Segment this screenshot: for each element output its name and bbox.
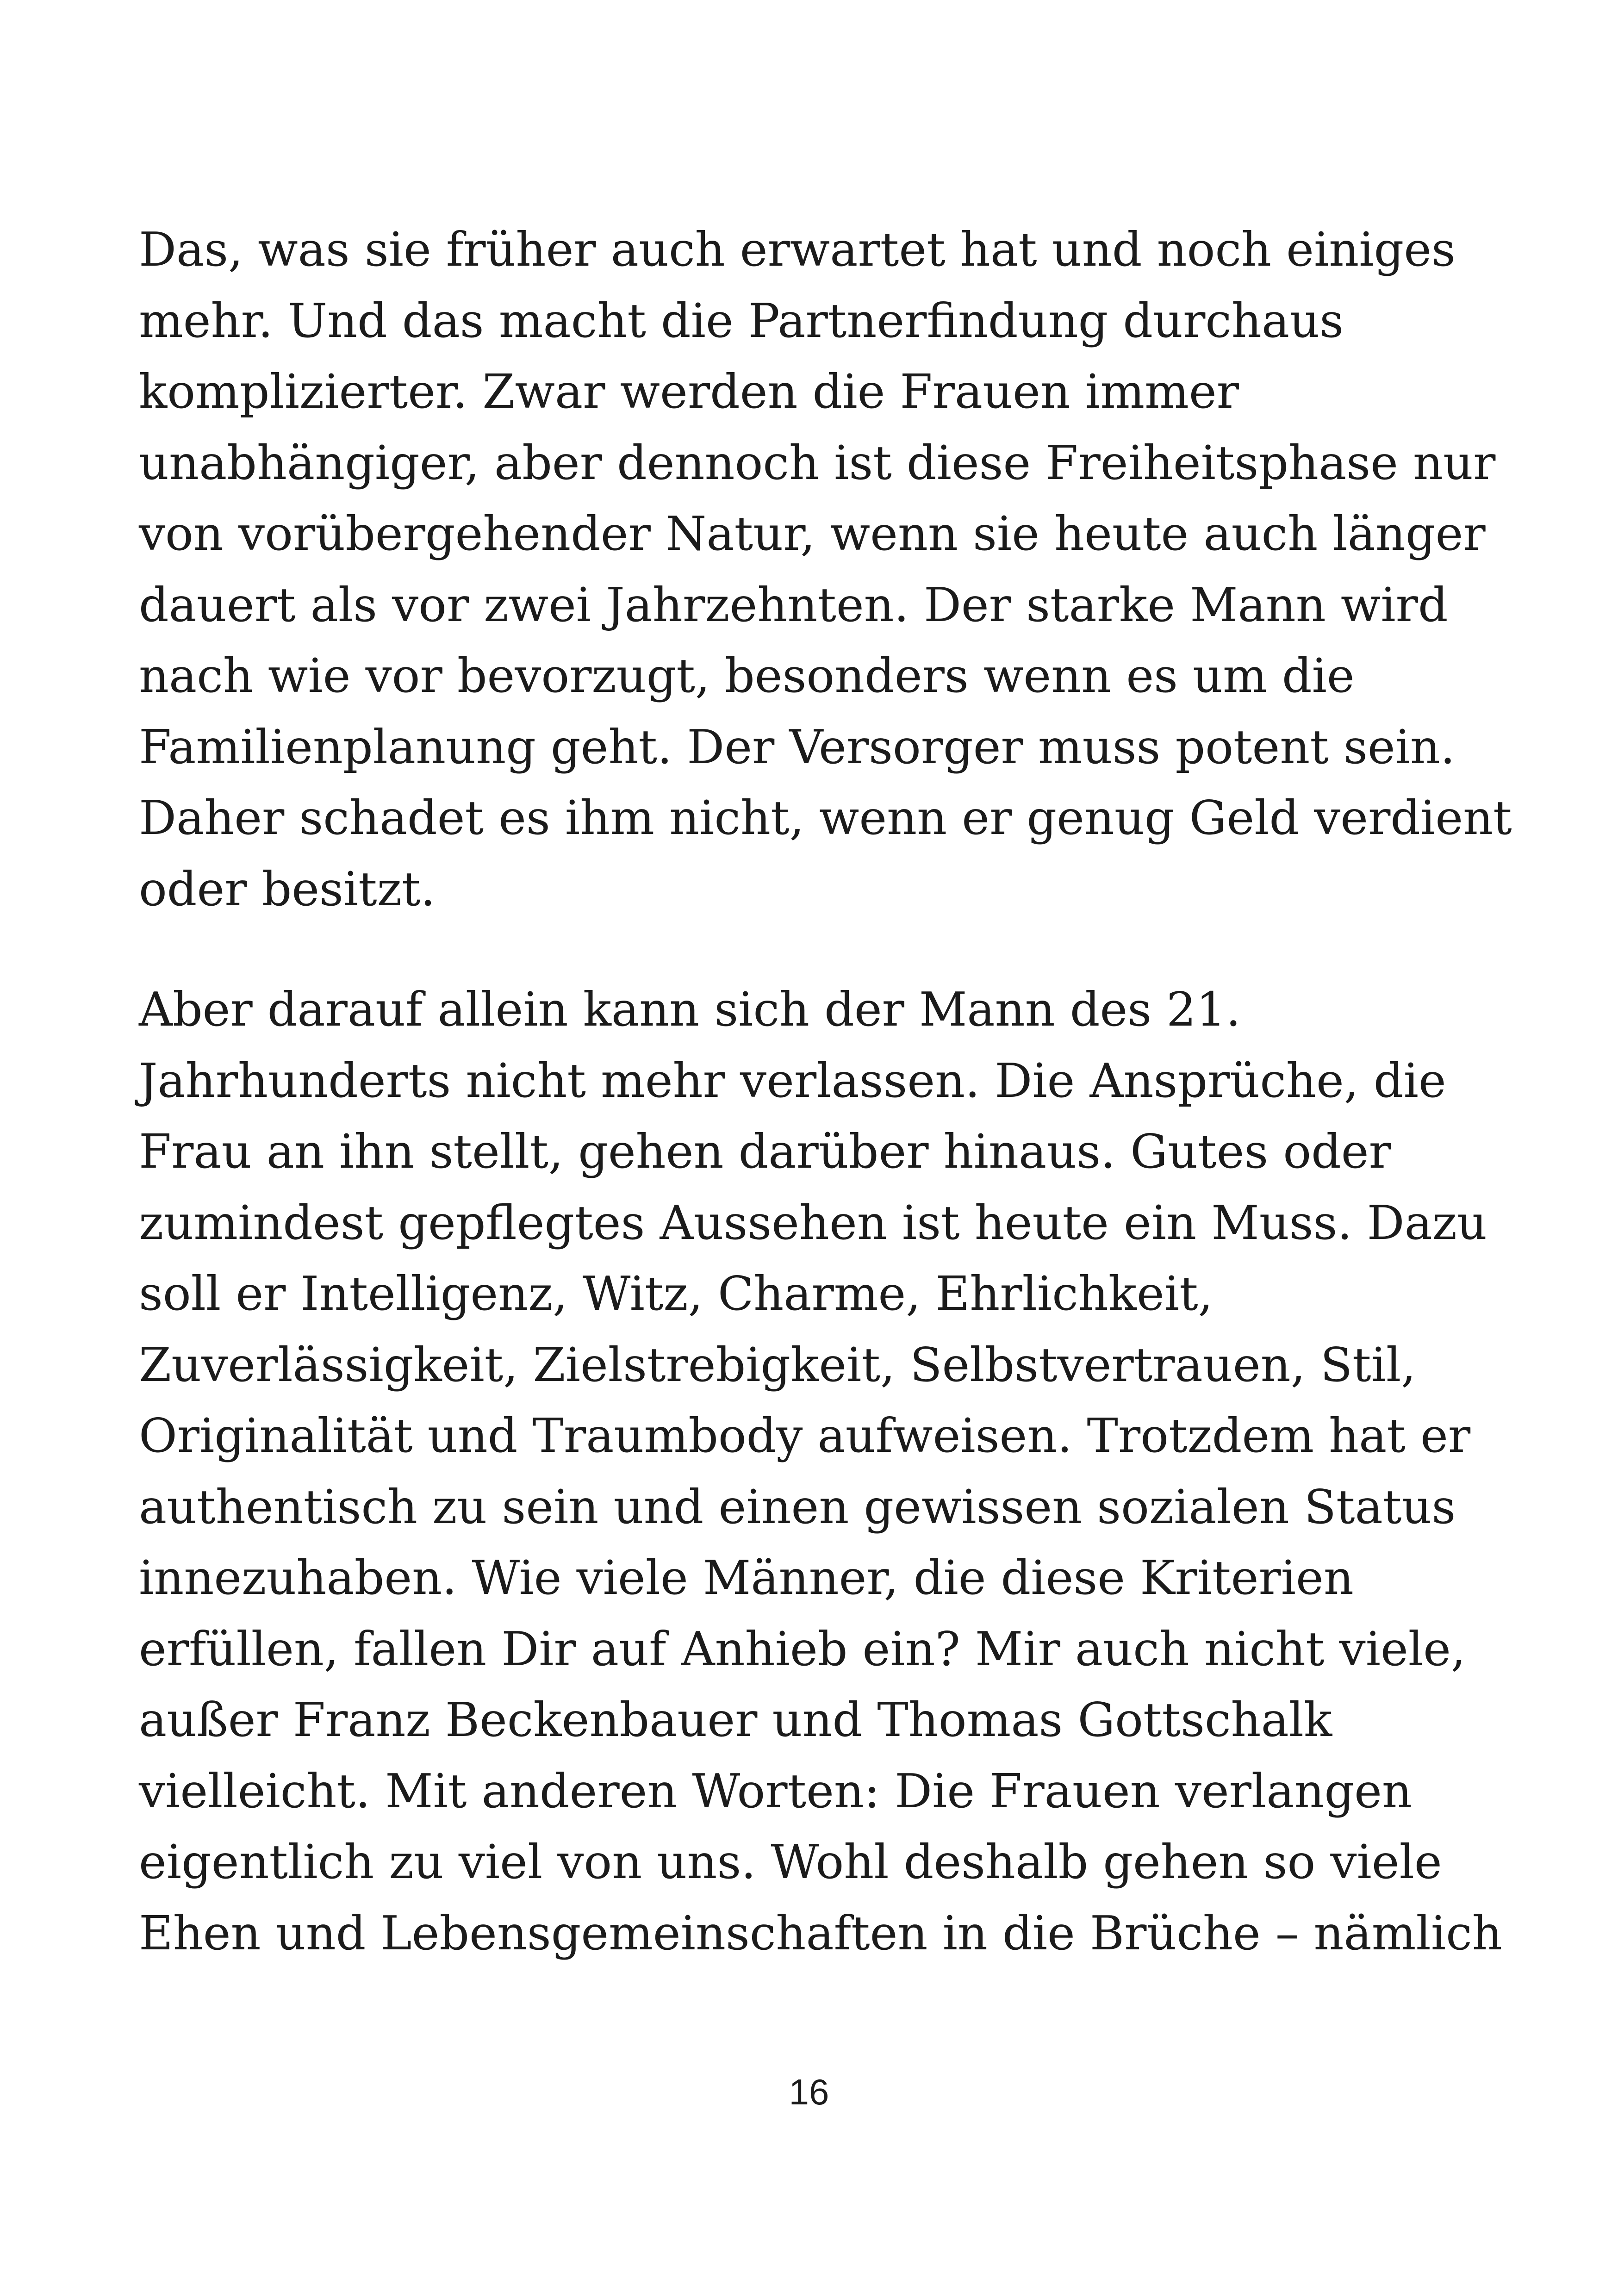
paragraph-line: außer Franz Beckenbauer und Thomas Gottschalk (139, 1692, 1332, 1747)
paragraph-line: von vorübergehender Natur, wenn sie heute auch länger (139, 506, 1486, 561)
paragraph-line: dauert als vor zwei Jahrzehnten. Der starke Mann wird (139, 577, 1448, 632)
paragraph-line: Ehen und Lebensgemeinschaften in die Brüche – nämlich (139, 1905, 1502, 1960)
paragraph-line: mehr. Und das macht die Partnerfindung durchaus (139, 293, 1344, 348)
paragraph-line: Jahrhunderts nicht mehr verlassen. Die Ansprüche, die (139, 1053, 1446, 1108)
paragraph-1 (139, 214, 1527, 925)
paragraph-line: soll er Intelligenz, Witz, Charme, Ehrlichkeit, (139, 1266, 1213, 1321)
paragraph-line: Das, was sie früher auch erwartet hat und noch einiges (139, 222, 1456, 277)
paragraph-line: oder besitzt. (139, 861, 436, 916)
paragraph-line: Daher schadet es ihm nicht, wenn er genug Geld verdient (139, 790, 1512, 845)
paragraph-line: Aber darauf allein kann sich der Mann des 21. (139, 982, 1241, 1037)
paragraph-line: vielleicht. Mit anderen Worten: Die Frauen verlangen (139, 1763, 1412, 1818)
paragraph-line: zumindest gepflegtes Aussehen ist heute ein Muss. Dazu (139, 1195, 1487, 1250)
page-number: 16 (789, 2072, 829, 2112)
paragraph-line: erfüllen, fallen Dir auf Anhieb ein? Mir auch nicht viele, (139, 1621, 1466, 1676)
paragraph-line: Frau an ihn stellt, gehen darüber hinaus. Gutes oder (139, 1124, 1391, 1179)
paragraph-line: Zuverlässigkeit, Zielstrebigkeit, Selbstvertrauen, Stil, (139, 1337, 1416, 1392)
paragraph-2 (139, 974, 1527, 1969)
paragraph-line: nach wie vor bevorzugt, besonders wenn es um die (139, 648, 1355, 703)
paragraph-line: unabhängiger, aber dennoch ist diese Freiheitsphase nur (139, 435, 1496, 490)
paragraph-line: Familienplanung geht. Der Versorger muss potent sein. (139, 719, 1456, 774)
paragraph-line: eigentlich zu viel von uns. Wohl deshalb gehen so viele (139, 1835, 1442, 1889)
paragraph-line: Originalität und Traumbody aufweisen. Trotzdem hat er (139, 1408, 1471, 1463)
paragraph-line: innezuhaben. Wie viele Männer, die diese Kriterien (139, 1550, 1354, 1605)
paragraph-line: komplizierter. Zwar werden die Frauen immer (139, 364, 1239, 419)
paragraph-line: authentisch zu sein und einen gewissen sozialen Status (139, 1479, 1456, 1534)
